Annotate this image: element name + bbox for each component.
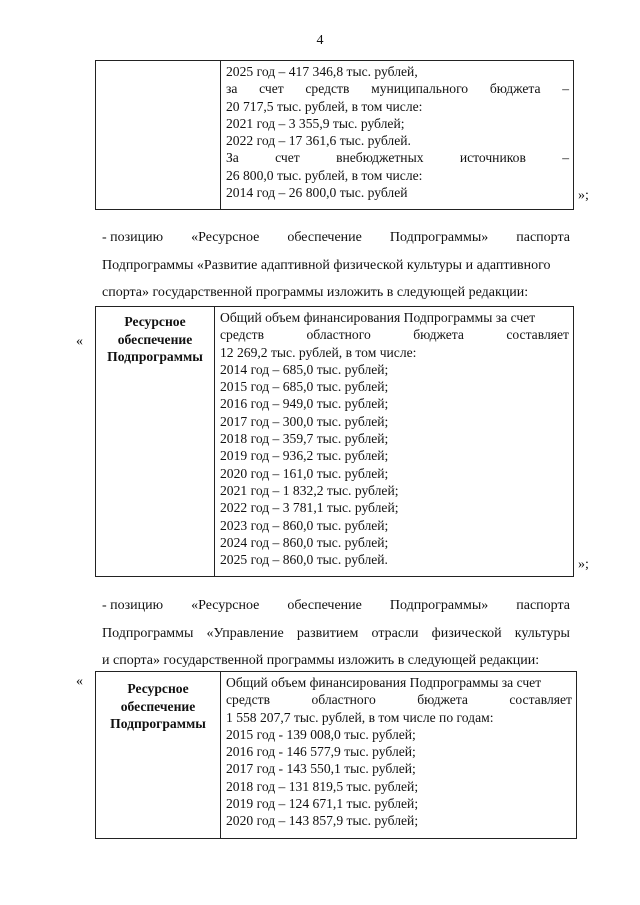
text-word: 12 269,2 тыс. рублей, в том числе: <box>220 344 417 360</box>
text-word: 20 717,5 тыс. рублей, в том числе: <box>226 98 423 114</box>
text-word: 2025 год – 860,0 тыс. рублей. <box>220 552 388 568</box>
text-word: муниципального <box>371 81 469 97</box>
table-continued <box>95 60 574 210</box>
text-word: бюджета <box>417 692 468 708</box>
text-line <box>220 551 569 568</box>
text-word: – <box>562 81 569 97</box>
text-word: спорта» государственной программы изложить в следующей редакции: <box>102 285 529 300</box>
text-line <box>220 378 569 395</box>
text-line <box>220 482 569 499</box>
close-quote-1: »; <box>578 188 589 203</box>
label-cell-empty <box>96 61 221 210</box>
text-line <box>226 674 572 691</box>
text-line <box>226 795 572 812</box>
text-line <box>226 743 572 760</box>
text-word: счет <box>259 81 284 97</box>
text-line <box>226 149 569 166</box>
label-line: Подпрограммы <box>110 716 206 731</box>
text-word: 2014 год – 685,0 тыс. рублей; <box>220 361 389 377</box>
text-word: 2019 год – 124 671,1 тыс. рублей; <box>226 796 419 812</box>
label-line: обеспечение <box>120 698 196 714</box>
text-line <box>102 224 570 252</box>
text-line <box>102 592 570 620</box>
text-word: 2020 год – 143 857,9 тыс. рублей; <box>226 813 419 829</box>
text-line <box>220 499 569 516</box>
text-word: составляет <box>506 327 569 343</box>
text-word: и спорта» государственной программы изложить в следующей редакции: <box>102 653 540 668</box>
text-word: «Управление <box>206 625 284 641</box>
text-word: обеспечение <box>287 230 362 245</box>
label-line: Ресурсное <box>127 681 189 696</box>
open-quote-2: « <box>76 334 83 349</box>
text-word: 2018 год – 131 819,5 тыс. рублей; <box>226 778 419 794</box>
instruction-paragraph-2 <box>102 592 570 675</box>
text-word: источников <box>459 150 526 166</box>
text-line <box>220 447 569 464</box>
text-word: областного <box>306 327 371 343</box>
text-line <box>220 517 569 534</box>
text-word: Подпрограммы» <box>389 230 489 245</box>
text-word: бюджета <box>489 81 541 97</box>
text-line <box>220 465 569 482</box>
text-word: 2015 год - 139 008,0 тыс. рублей; <box>226 726 416 742</box>
text-line <box>226 80 569 97</box>
text-line <box>226 691 572 708</box>
text-line <box>220 361 569 378</box>
label-line: Подпрограммы <box>107 349 203 364</box>
text-word: 2017 год - 143 550,1 тыс. рублей; <box>226 761 416 777</box>
text-word: 2019 год – 936,2 тыс. рублей; <box>220 448 389 464</box>
text-word: 2021 год – 3 355,9 тыс. рублей; <box>226 115 405 131</box>
funding-text-cell <box>221 61 574 210</box>
text-line <box>226 115 569 132</box>
label-line: обеспечение <box>117 331 193 347</box>
text-word: – <box>562 150 569 166</box>
label-line: Ресурсное <box>124 314 186 329</box>
text-word: средств <box>305 81 350 97</box>
text-word: 2023 год – 860,0 тыс. рублей; <box>220 517 389 533</box>
label-cell <box>96 672 221 839</box>
text-line <box>226 812 572 829</box>
text-line <box>220 534 569 551</box>
text-word: обеспечение <box>287 598 362 613</box>
instruction-paragraph-1 <box>102 224 570 307</box>
text-line <box>226 726 572 743</box>
text-word: 2016 год - 146 577,9 тыс. рублей; <box>226 744 416 760</box>
text-line <box>220 309 569 326</box>
text-word: областного <box>311 692 376 708</box>
text-line <box>102 252 570 280</box>
funding-text-cell <box>215 307 574 577</box>
text-word: «Ресурсное <box>191 230 260 245</box>
text-line <box>220 413 569 430</box>
text-word: 2018 год – 359,7 тыс. рублей; <box>220 431 389 447</box>
text-word: культуры <box>514 625 570 641</box>
text-word: физической <box>431 625 502 641</box>
text-word: паспорта <box>516 230 570 245</box>
text-line <box>102 279 570 307</box>
text-word: - позицию <box>102 230 164 245</box>
text-line <box>226 184 569 201</box>
text-word: Общий объем финансирования Подпрограммы за счет <box>226 675 542 690</box>
text-word: 1 558 207,7 тыс. рублей, в том числе по годам: <box>226 709 494 725</box>
text-word: Общий объем финансирования Подпрограммы за счет <box>220 310 536 325</box>
funding-text-cell <box>221 672 577 839</box>
text-word: 2020 год – 161,0 тыс. рублей; <box>220 465 389 481</box>
text-line <box>220 395 569 412</box>
text-line <box>226 63 569 80</box>
text-word: 2022 год – 3 781,1 тыс. рублей; <box>220 500 399 516</box>
text-word: составляет <box>509 692 572 708</box>
text-word: Подпрограммы <box>102 625 194 641</box>
text-word: «Ресурсное <box>191 598 260 613</box>
text-word: 26 800,0 тыс. рублей, в том числе: <box>226 167 423 183</box>
text-line <box>220 326 569 343</box>
text-word: внебюджетных <box>336 150 424 166</box>
page-number: 4 <box>316 33 324 48</box>
text-word: паспорта <box>516 598 570 613</box>
text-word: 2016 год – 949,0 тыс. рублей; <box>220 396 389 412</box>
text-line <box>220 344 569 361</box>
table-adaptive-sport <box>95 306 574 577</box>
text-word: Подпрограммы» <box>389 598 489 613</box>
text-line <box>102 620 570 648</box>
text-word: отрасли <box>371 625 419 641</box>
text-word: Подпрограммы «Развитие адаптивной физической культуры и адаптивного <box>102 257 551 273</box>
label-cell <box>96 307 215 577</box>
text-word: счет <box>275 150 300 166</box>
text-word: бюджета <box>413 327 464 343</box>
text-line <box>220 430 569 447</box>
text-line <box>226 167 569 184</box>
text-line <box>226 709 572 726</box>
text-word: средств <box>226 692 270 708</box>
table-sport-management <box>95 671 577 839</box>
text-word: За <box>226 150 239 166</box>
text-word: 2017 год – 300,0 тыс. рублей; <box>220 413 389 429</box>
text-line <box>226 778 572 795</box>
text-word: средств <box>220 327 264 343</box>
text-word: - позицию <box>102 598 164 613</box>
text-line <box>226 98 569 115</box>
text-word: 2014 год – 26 800,0 тыс. рублей <box>226 185 408 201</box>
text-word: 2022 год – 17 361,6 тыс. рублей. <box>226 133 411 149</box>
text-word: 2025 год – 417 346,8 тыс. рублей, <box>226 64 418 79</box>
text-line <box>226 132 569 149</box>
text-word: развитием <box>296 625 359 641</box>
text-word: за <box>226 81 238 97</box>
text-word: 2015 год – 685,0 тыс. рублей; <box>220 379 389 395</box>
text-word: 2021 год – 1 832,2 тыс. рублей; <box>220 482 399 498</box>
open-quote-3: « <box>76 674 83 689</box>
text-line <box>226 760 572 777</box>
close-quote-2: »; <box>578 557 589 572</box>
text-word: 2024 год – 860,0 тыс. рублей; <box>220 534 389 550</box>
